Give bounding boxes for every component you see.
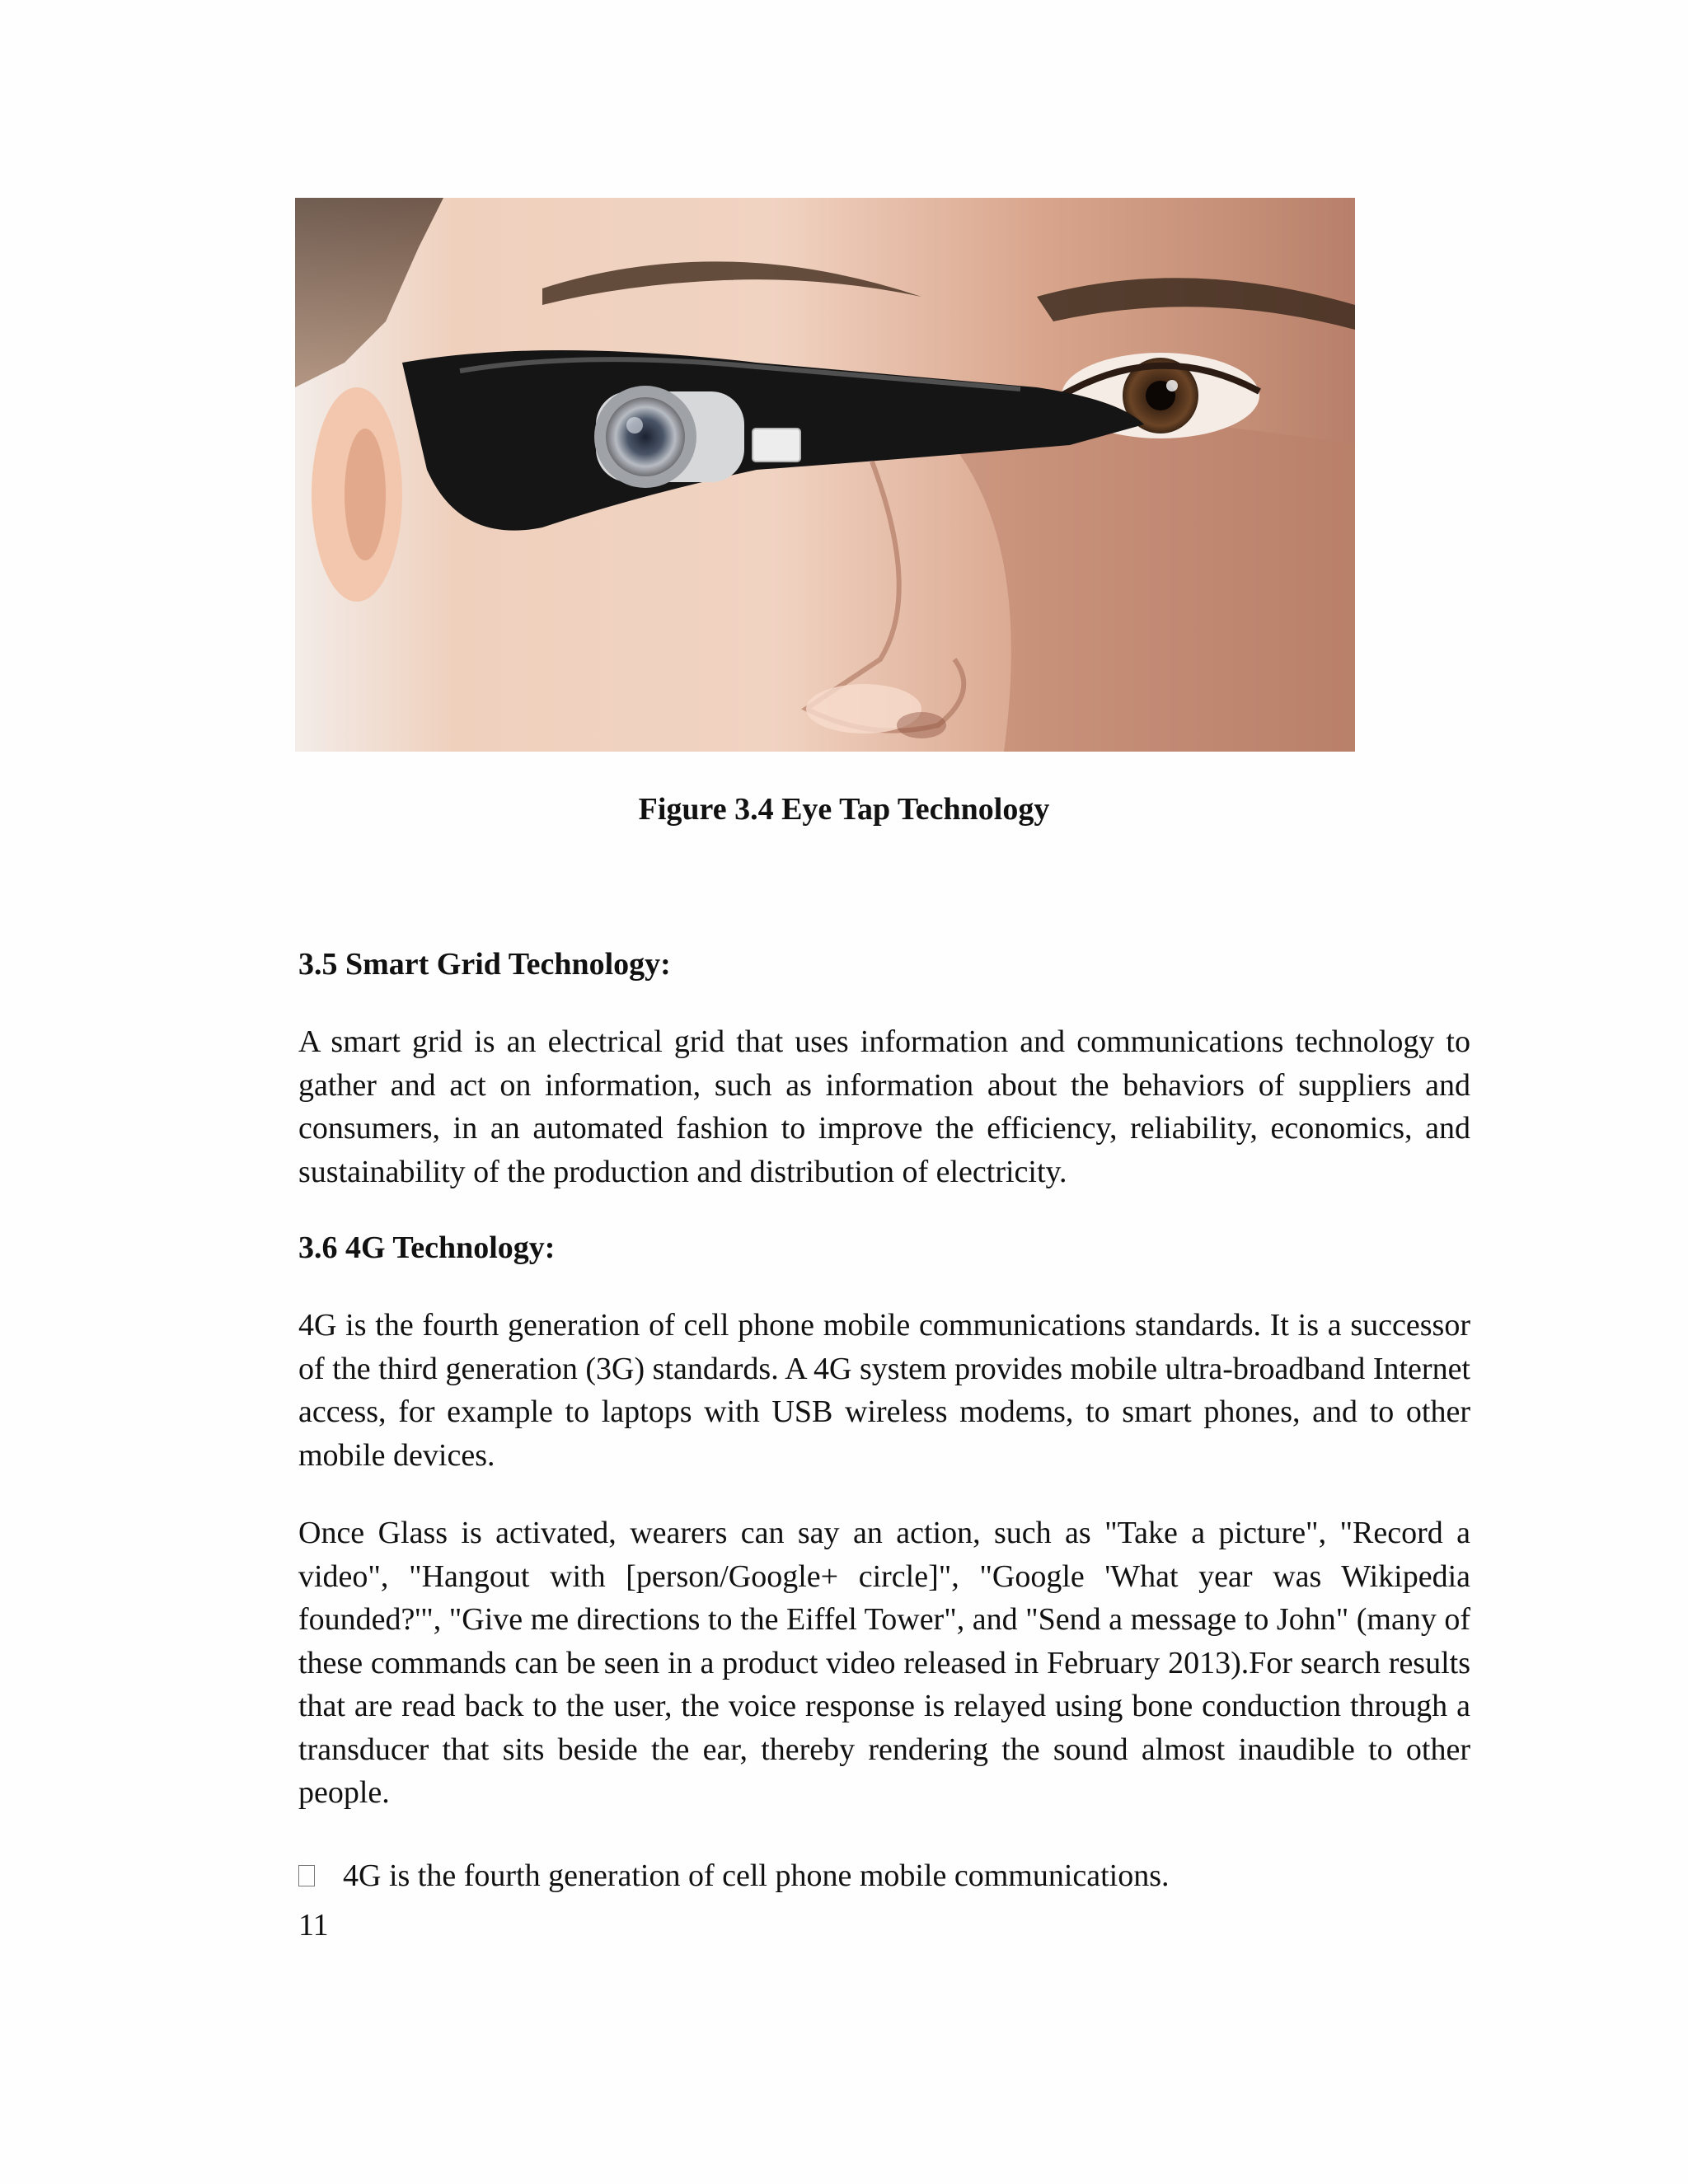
glass-commands-paragraph: Once Glass is activated, wearers can say an action, such as "Take a picture", "Record a video", "Hangout with [person/Google+ circle]", "Google 'What year was Wikipedia founded?'", "Give me directions to the Eiffel Tower", and "Send a message to John" (many of these commands can be seen in a product video released in February 2013).For search results that are read back to the user, the voice response is relayed using bone conduction through a transducer that sits beside the ear, thereby rendering the sound almost inaudible to other people. (298, 1516, 1470, 1810)
section-heading-smart-grid: 3.5 Smart Grid Technology: (298, 947, 671, 982)
eye-tap-figure-image (295, 198, 1355, 752)
section-heading-4g: 3.6 4G Technology: (298, 1230, 556, 1265)
smart-grid-paragraph: A smart grid is an electrical grid that uses information and communications technology to gather and act on information, such as information about the behaviors of suppliers and consumers, in an automated fashion to improve the efficiency, reliability, economics, and sustainability of the production and distribution of electricity. (298, 1024, 1470, 1189)
bullet-square-icon (298, 1865, 315, 1886)
figure-caption: Figure 3.4 Eye Tap Technology (638, 792, 1050, 827)
4g-paragraph: 4G is the fourth generation of cell phone mobile communications standards. It is a successor of the third generation (3G) standards. A 4G system provides mobile ultra-broadband Internet access, for example to laptops with USB wireless modems, to smart phones, and to other mobile devices. (298, 1308, 1470, 1473)
bullet-item (298, 1854, 1170, 1897)
bullet-text: 4G is the fourth generation of cell phone mobile communications. (343, 1858, 1170, 1893)
page-number: 11 (298, 1908, 329, 1943)
